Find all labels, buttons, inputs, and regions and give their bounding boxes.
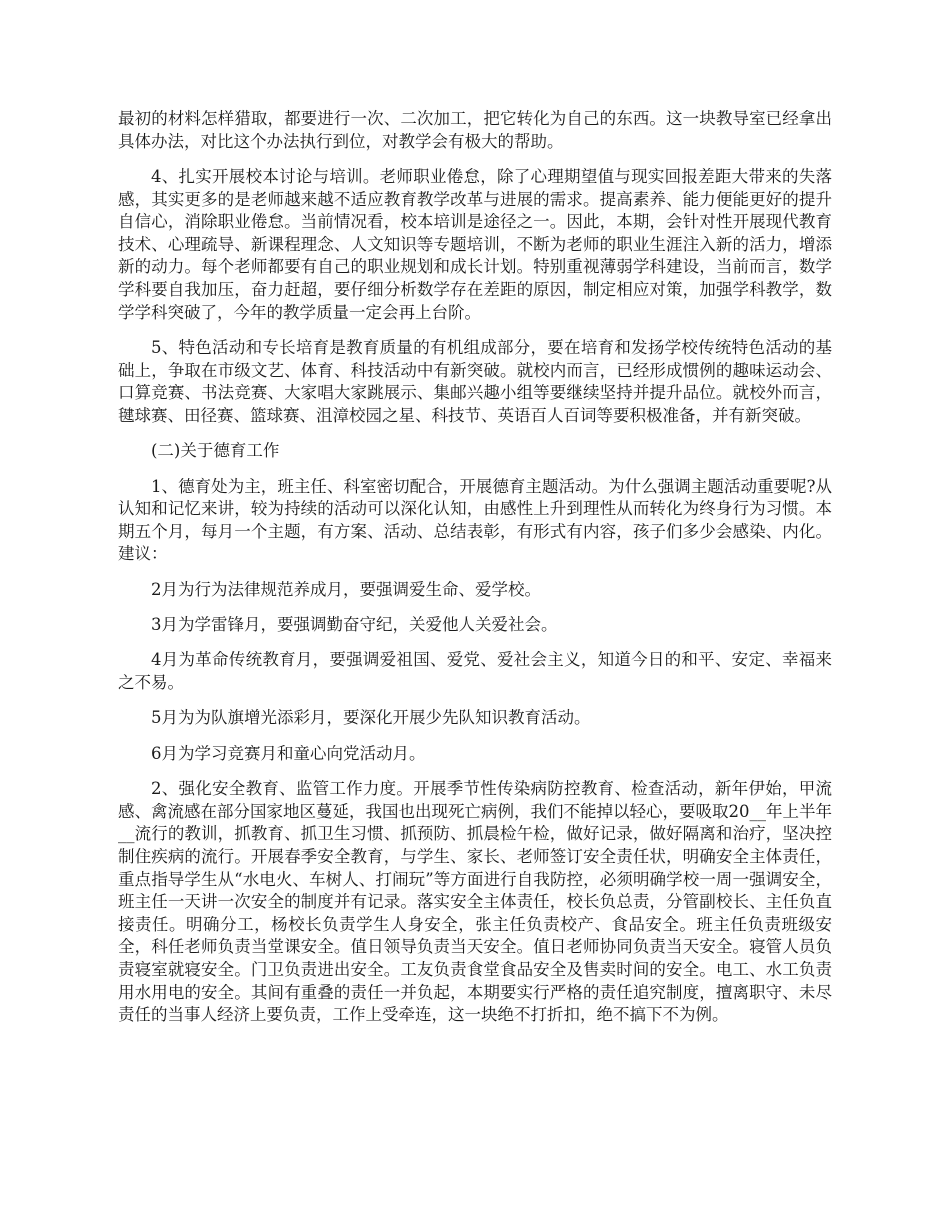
list-item-february: 2月为行为法律规范养成月，要强调爱生命、爱学校。	[151, 579, 541, 599]
paragraph-continuation: 最初的材料怎样猎取，都要进行一次、二次加工，把它转化为自己的东西。这一块教导室已经拿出具体办法，对比这个办法执行到位，对教学会有极大的帮助。	[118, 109, 832, 151]
list-item-march: 3月为学雷锋月，要强调勤奋守纪，关爱他人关爱社会。	[151, 615, 558, 635]
document-body	[118, 108, 832, 1040]
paragraph-school-training: 4、扎实开展校本讨论与培训。老师职业倦怠，除了心理期望值与现实回报差距大带来的失落感，其实更多的是老师越来越不适应教育教学改革与进展的需求。提高素养、能力便能更好的提升自信心，消除职业倦怠。当前情况看，校本培训是途径之一。因此，本期，会针对性开展现代教育技术、心理疏导、新课程理念、人文知识等专题培训，不断为老师的职业生涯注入新的活力，增添新的动力。每个老师都要有自己的职业规划和成长计划。特别重视薄弱学科建设，当前而言，数学学科要自我加压，奋力赶超，要仔细分析数学存在差距的原因，制定相应对策，加强学科教学，数学学科突破了，今年的教学质量一定会再上台阶。	[118, 166, 832, 322]
list-item-may: 5月为为队旗增光添彩月，要深化开展少先队知识教育活动。	[151, 708, 591, 728]
list-item-april: 4月为革命传统教育月，要强调爱祖国、爱党、爱社会主义，知道今日的和平、安定、幸福来之不易。	[118, 650, 832, 693]
paragraph-special-activities: 5、特色活动和专长培育是教育质量的有机组成部分，要在培育和发扬学校传统特色活动的基础上，争取在市级文艺、体育、科技活动中有新突破。就校内而言，已经形成惯例的趣味运动会、口算竞赛、书法竞赛、大家唱大家跳展示、集邮兴趣小组等要继续坚持并提升品位。就校外而言，毽球赛、田径赛、篮球赛、沮漳校园之星、科技节、英语百人百词等要积极准备，并有新突破。	[118, 337, 832, 425]
paragraph-moral-themes: 1、德育处为主，班主任、科室密切配合，开展德育主题活动。为什么强调主题活动重要呢?从认知和记忆来讲，较为持续的活动可以深化认知，由感性上升到理性从而转化为终身行为习惯。本期五个月，每月一个主题，有方案、活动、总结表彰，有形式有内容，孩子们多少会感染、内化。建议：	[118, 476, 832, 564]
list-item-june: 6月为学习竞赛月和童心向党活动月。	[151, 743, 426, 763]
section-heading-moral-education: (二)关于德育工作	[151, 441, 280, 461]
paragraph-safety-education: 2、强化安全教育、监管工作力度。开展季节性传染病防控教育、检查活动，新年伊始，甲流感、禽流感在部分国家地区蔓延，我国也出现死亡病例，我们不能掉以轻心，要吸取20__年上半年__流行的教训，抓教育、抓卫生习惯、抓预防、抓晨检午检，做好记录，做好隔离和治疗，坚决控制住疾病的流行。开展春季安全教育，与学生、家长、老师签订安全责任状，明确安全主体责任，重点指导学生从“水电火、车树人、打闹玩”等方面进行自我防控，必须明确学校一周一强调安全，班主任一天讲一次安全的制度并有记录。落实安全主体责任，校长负总责，分管副校长、主任负直接责任。明确分工，杨校长负责学生人身安全，张主任负责校产、食品安全。班主任负责班级安全，科任老师负责当堂课安全。值日领导负责当天安全。值日老师协同负责当天安全。寝管人员负责寝室就寝安全。门卫负责进出安全。工友负责食堂食品安全及售卖时间的安全。电工、水工负责用水用电的安全。其间有重叠的责任一并负起，本期要实行严格的责任追究制度，擅离职守、未尽责任的当事人经济上要负责，工作上受牵连，这一块绝不打折扣，绝不搞下不为例。	[118, 779, 832, 1025]
